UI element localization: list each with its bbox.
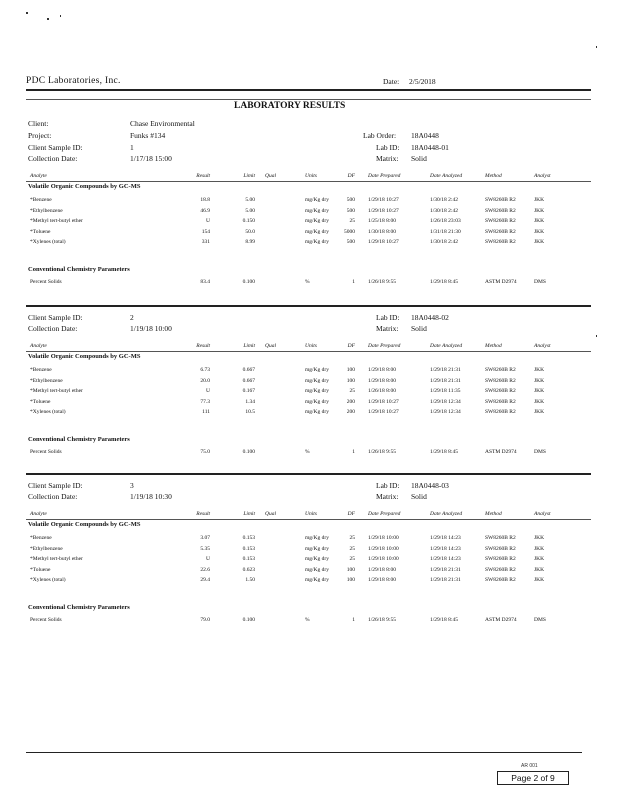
column-header: DF <box>347 343 355 349</box>
matrix-label: Matrix: <box>376 492 399 501</box>
table-cell: 100 <box>346 577 355 583</box>
table-cell: 0.153 <box>242 545 255 552</box>
table-cell: *Ethylbenzene <box>30 545 63 552</box>
table-cell: *Methyl tert-butyl ether <box>30 556 83 562</box>
voc-section-title: Volatile Organic Compounds by GC-MS <box>28 521 141 528</box>
table-cell: 111 <box>202 409 210 415</box>
lab-id-label: Lab ID: <box>376 143 400 152</box>
table-cell: 1/29/18 10:27 <box>368 409 399 415</box>
table-cell: *Methyl tert-butyl ether <box>30 388 83 394</box>
table-cell: 0.623 <box>242 566 255 573</box>
table-cell: 79.0 <box>200 616 210 623</box>
table-cell: 0.100 <box>242 448 255 455</box>
table-cell: 29.4 <box>200 577 210 583</box>
table-cell: DMS <box>534 278 546 285</box>
column-header: Qual <box>265 343 276 349</box>
table-cell: 1/29/18 10:27 <box>368 197 399 203</box>
table-cell: SW8260B R2 <box>485 239 516 245</box>
table-cell: SW8260B R2 <box>485 197 516 203</box>
table-cell: mg/Kg dry <box>305 218 329 224</box>
table-cell: mg/Kg dry <box>305 239 329 245</box>
table-cell: 1/30/18 2:42 <box>430 239 458 245</box>
table-cell: DMS <box>534 448 546 455</box>
table-cell: 0.167 <box>242 388 255 394</box>
scan-speck <box>596 46 597 48</box>
table-cell: 1 <box>352 278 355 285</box>
table-cell: 1/29/18 8:00 <box>368 377 396 384</box>
column-header: Limit <box>243 343 255 349</box>
table-cell: 0.100 <box>242 616 255 623</box>
table-cell: 5000 <box>344 228 355 235</box>
table-cell: 1/29/18 21:31 <box>430 577 461 583</box>
table-cell: U <box>206 218 210 224</box>
scan-speck <box>47 18 49 20</box>
page-number: Page 2 of 9 <box>497 771 569 785</box>
table-cell: *Toluene <box>30 228 51 235</box>
table-cell: mg/Kg dry <box>305 228 329 235</box>
table-cell: Percent Solids <box>30 278 62 285</box>
column-header: Date Prepared <box>368 511 401 517</box>
table-cell: 1/29/18 10:27 <box>368 398 399 405</box>
table-cell: *Xylenes (total) <box>30 239 66 245</box>
column-header: Method <box>485 511 502 517</box>
table-cell: 154 <box>201 228 210 235</box>
table-cell: 50.0 <box>245 228 255 235</box>
table-cell: *Ethylbenzene <box>30 207 63 214</box>
table-cell: SW8260B R2 <box>485 398 516 405</box>
table-cell: 25 <box>349 545 355 552</box>
table-cell: 1/29/18 11:35 <box>430 388 461 394</box>
table-cell: 0.150 <box>242 218 255 224</box>
column-header: Date Analyzed <box>430 343 463 349</box>
conv-section-title: Conventional Chemistry Parameters <box>28 603 130 611</box>
table-cell: 100 <box>346 367 355 373</box>
table-cell: 500 <box>346 207 355 214</box>
table-cell: ASTM D2974 <box>485 448 517 455</box>
table-cell: JKK <box>534 577 545 583</box>
table-rule <box>26 473 591 475</box>
table-cell: 1.50 <box>245 577 255 583</box>
footer-rule <box>26 752 582 753</box>
table-cell: 1/29/18 8:45 <box>430 616 458 623</box>
table-rule <box>26 181 591 182</box>
report-title: LABORATORY RESULTS <box>234 101 346 111</box>
table-cell: 1/29/18 10:27 <box>368 207 399 214</box>
table-cell: 77.3 <box>200 398 210 405</box>
table-cell: SW8260B R2 <box>485 577 516 583</box>
table-cell: 1/29/18 10:27 <box>368 239 399 245</box>
table-cell: 1/30/18 8:00 <box>368 228 396 235</box>
table-cell: 1/29/18 21:31 <box>430 377 461 384</box>
sample-id: 2 <box>130 313 134 322</box>
table-cell: JKK <box>534 398 545 405</box>
column-header: Units <box>305 343 317 349</box>
table-cell: SW8260B R2 <box>485 545 516 552</box>
project-value: Funks #134 <box>130 131 166 140</box>
column-header: Date Prepared <box>368 173 401 179</box>
column-header: Date Prepared <box>368 343 401 349</box>
column-header: Analyte <box>30 343 47 349</box>
table-cell: 1/26/18 9:55 <box>368 616 396 623</box>
table-cell: Percent Solids <box>30 448 62 455</box>
lab-id-label: Lab ID: <box>376 481 400 490</box>
table-cell: SW8260B R2 <box>485 388 516 394</box>
table-cell: mg/Kg dry <box>305 197 329 203</box>
voc-section-title: Volatile Organic Compounds by GC-MS <box>28 353 141 360</box>
table-cell: 500 <box>346 239 355 245</box>
table-cell: 1/29/18 21:31 <box>430 367 461 373</box>
table-cell: 1/30/18 2:42 <box>430 197 458 203</box>
table-cell: 1.34 <box>245 398 255 405</box>
table-rule <box>26 351 591 352</box>
table-rule <box>26 305 591 307</box>
client-label: Client: <box>28 119 49 128</box>
table-cell: 1/29/18 10:00 <box>368 545 399 552</box>
table-cell: 0.100 <box>242 278 255 285</box>
table-cell: 1/29/18 14:23 <box>430 545 461 552</box>
client-value: Chase Environmental <box>130 119 195 128</box>
table-cell: 200 <box>346 398 355 405</box>
table-cell: 18.8 <box>200 197 210 203</box>
table-cell: 25 <box>349 556 355 562</box>
table-cell: 1/26/18 23:03 <box>430 218 461 224</box>
table-cell: 75.0 <box>200 448 210 455</box>
table-cell: 1/25/18 8:00 <box>368 218 396 224</box>
lab-order-label: Lab Order: <box>363 131 397 140</box>
table-cell: mg/Kg dry <box>305 556 329 562</box>
sample-id: 1 <box>130 143 134 152</box>
table-cell: U <box>206 556 210 562</box>
table-cell: *Xylenes (total) <box>30 577 66 583</box>
sample-id-label: Client Sample ID: <box>28 481 83 490</box>
column-header: Analyst <box>534 511 551 517</box>
table-cell: *Benzene <box>30 367 52 373</box>
header-rule-secondary <box>26 99 591 100</box>
table-cell: *Methyl tert-butyl ether <box>30 218 83 224</box>
report-date: 2/5/2018 <box>409 77 436 86</box>
table-cell: JKK <box>534 556 545 562</box>
table-cell: 1/29/18 8:00 <box>368 367 396 373</box>
table-cell: 1/29/18 10:00 <box>368 556 399 562</box>
column-header: Units <box>305 511 317 517</box>
table-cell: 1/29/18 10:00 <box>368 535 399 541</box>
column-header: DF <box>347 511 355 517</box>
report-date-label: Date: <box>383 77 400 86</box>
scan-speck <box>596 335 597 337</box>
table-cell: 5.00 <box>245 197 255 203</box>
column-header: Date Analyzed <box>430 173 463 179</box>
table-cell: *Xylenes (total) <box>30 409 66 415</box>
table-cell: 3.07 <box>200 535 210 541</box>
lab-order-value: 18A0448 <box>411 131 439 140</box>
table-cell: JKK <box>534 228 545 235</box>
table-cell: U <box>206 388 210 394</box>
table-cell: 1/30/18 2:42 <box>430 207 458 214</box>
table-cell: 1 <box>352 616 355 623</box>
column-header: Analyst <box>534 343 551 349</box>
table-cell: JKK <box>534 409 545 415</box>
table-cell: SW8260B R2 <box>485 566 516 573</box>
table-cell: Percent Solids <box>30 616 62 623</box>
table-cell: SW8260B R2 <box>485 367 516 373</box>
table-cell: % <box>305 448 310 455</box>
table-cell: mg/Kg dry <box>305 207 329 214</box>
table-cell: mg/Kg dry <box>305 577 329 583</box>
header-rule <box>26 89 591 91</box>
table-cell: 5.35 <box>200 545 210 552</box>
collection-date-label: Collection Date: <box>28 324 78 333</box>
table-cell: 20.0 <box>200 377 210 384</box>
company-name: PDC Laboratories, Inc. <box>26 76 121 86</box>
column-header: Limit <box>243 173 255 179</box>
table-cell: JKK <box>534 239 545 245</box>
column-header: Analyst <box>534 173 551 179</box>
column-header: Units <box>305 173 317 179</box>
table-cell: mg/Kg dry <box>305 367 329 373</box>
table-cell: mg/Kg dry <box>305 566 329 573</box>
table-cell: 1/29/18 8:45 <box>430 278 458 285</box>
table-cell: mg/Kg dry <box>305 377 329 384</box>
table-cell: 25 <box>349 535 355 541</box>
sample-id-label: Client Sample ID: <box>28 143 83 152</box>
column-header: Limit <box>243 511 255 517</box>
table-cell: 1/29/18 12:34 <box>430 409 461 415</box>
table-cell: *Benzene <box>30 197 52 203</box>
table-cell: ASTM D2974 <box>485 278 517 285</box>
column-header: Method <box>485 173 502 179</box>
table-cell: SW8260B R2 <box>485 218 516 224</box>
table-cell: 0.153 <box>242 556 255 562</box>
collection-date-label: Collection Date: <box>28 154 78 163</box>
table-cell: 200 <box>346 409 355 415</box>
table-cell: 1/29/18 8:00 <box>368 566 396 573</box>
table-cell: DMS <box>534 616 546 623</box>
table-cell: 331 <box>201 239 210 245</box>
table-cell: 1/29/18 12:34 <box>430 398 461 405</box>
column-header: Qual <box>265 511 276 517</box>
collection-date: 1/17/18 15:00 <box>130 154 172 163</box>
table-cell: JKK <box>534 535 545 541</box>
table-cell: JKK <box>534 207 545 214</box>
table-cell: mg/Kg dry <box>305 535 329 541</box>
collection-date: 1/19/18 10:30 <box>130 492 172 501</box>
table-cell: 1/26/18 9:55 <box>368 278 396 285</box>
project-label: Project: <box>28 131 52 140</box>
table-cell: 83.4 <box>200 278 210 285</box>
table-cell: 0.153 <box>242 535 255 541</box>
table-cell: ASTM D2974 <box>485 616 517 623</box>
table-cell: *Toluene <box>30 398 51 405</box>
ar-number: AR 001 <box>521 763 538 769</box>
conv-section-title: Conventional Chemistry Parameters <box>28 435 130 443</box>
table-cell: 1/31/18 21:30 <box>430 228 461 235</box>
table-cell: SW8260B R2 <box>485 556 516 562</box>
table-cell: 25 <box>349 388 355 394</box>
table-cell: SW8260B R2 <box>485 535 516 541</box>
table-cell: % <box>305 616 310 623</box>
collection-date: 1/19/18 10:00 <box>130 324 172 333</box>
column-header: Result <box>196 343 210 349</box>
matrix: Solid <box>411 154 427 163</box>
sample-id: 3 <box>130 481 134 490</box>
table-cell: 0.667 <box>242 367 255 373</box>
table-cell: 1/29/18 14:23 <box>430 535 461 541</box>
table-cell: 100 <box>346 566 355 573</box>
sample-id-label: Client Sample ID: <box>28 313 83 322</box>
voc-section-title: Volatile Organic Compounds by GC-MS <box>28 183 141 190</box>
column-header: Method <box>485 343 502 349</box>
table-cell: 8.99 <box>245 239 255 245</box>
table-cell: mg/Kg dry <box>305 545 329 552</box>
column-header: Analyte <box>30 173 47 179</box>
table-cell: JKK <box>534 367 545 373</box>
table-cell: 6.73 <box>200 367 210 373</box>
column-header: Date Analyzed <box>430 511 463 517</box>
table-cell: JKK <box>534 545 545 552</box>
table-cell: *Ethylbenzene <box>30 377 63 384</box>
table-cell: 0.667 <box>242 377 255 384</box>
table-cell: JKK <box>534 377 545 384</box>
column-header: DF <box>347 173 355 179</box>
matrix-label: Matrix: <box>376 154 399 163</box>
column-header: Qual <box>265 173 276 179</box>
matrix: Solid <box>411 324 427 333</box>
lab-id: 18A0448-01 <box>411 143 449 152</box>
table-cell: *Benzene <box>30 535 52 541</box>
table-cell: SW8260B R2 <box>485 409 516 415</box>
table-cell: 1/29/18 8:00 <box>368 577 396 583</box>
table-rule <box>26 519 591 520</box>
table-cell: mg/Kg dry <box>305 409 329 415</box>
table-cell: JKK <box>534 218 545 224</box>
table-cell: 22.6 <box>200 566 210 573</box>
lab-id: 18A0448-02 <box>411 313 449 322</box>
table-cell: *Toluene <box>30 566 51 573</box>
scan-speck <box>60 15 61 17</box>
table-cell: 10.5 <box>245 409 255 415</box>
table-cell: 1/26/18 9:55 <box>368 448 396 455</box>
column-header: Result <box>196 173 210 179</box>
table-cell: SW8260B R2 <box>485 377 516 384</box>
lab-id-label: Lab ID: <box>376 313 400 322</box>
table-cell: JKK <box>534 197 545 203</box>
table-cell: 25 <box>349 218 355 224</box>
matrix: Solid <box>411 492 427 501</box>
table-cell: 500 <box>346 197 355 203</box>
table-cell: JKK <box>534 566 545 573</box>
lab-id: 18A0448-03 <box>411 481 449 490</box>
table-cell: JKK <box>534 388 545 394</box>
table-cell: % <box>305 278 310 285</box>
table-cell: SW8260B R2 <box>485 207 516 214</box>
conv-section-title: Conventional Chemistry Parameters <box>28 265 130 273</box>
column-header: Result <box>196 511 210 517</box>
table-cell: 1 <box>352 448 355 455</box>
scan-speck <box>26 12 28 14</box>
table-cell: 100 <box>346 377 355 384</box>
table-cell: 1/29/18 14:23 <box>430 556 461 562</box>
table-cell: 1/29/18 8:45 <box>430 448 458 455</box>
table-cell: 1/29/18 21:31 <box>430 566 461 573</box>
collection-date-label: Collection Date: <box>28 492 78 501</box>
table-cell: 1/26/18 8:00 <box>368 388 396 394</box>
table-cell: mg/Kg dry <box>305 398 329 405</box>
column-header: Analyte <box>30 511 47 517</box>
table-cell: 46.9 <box>200 207 210 214</box>
table-cell: mg/Kg dry <box>305 388 329 394</box>
table-cell: SW8260B R2 <box>485 228 516 235</box>
matrix-label: Matrix: <box>376 324 399 333</box>
table-cell: 5.00 <box>245 207 255 214</box>
